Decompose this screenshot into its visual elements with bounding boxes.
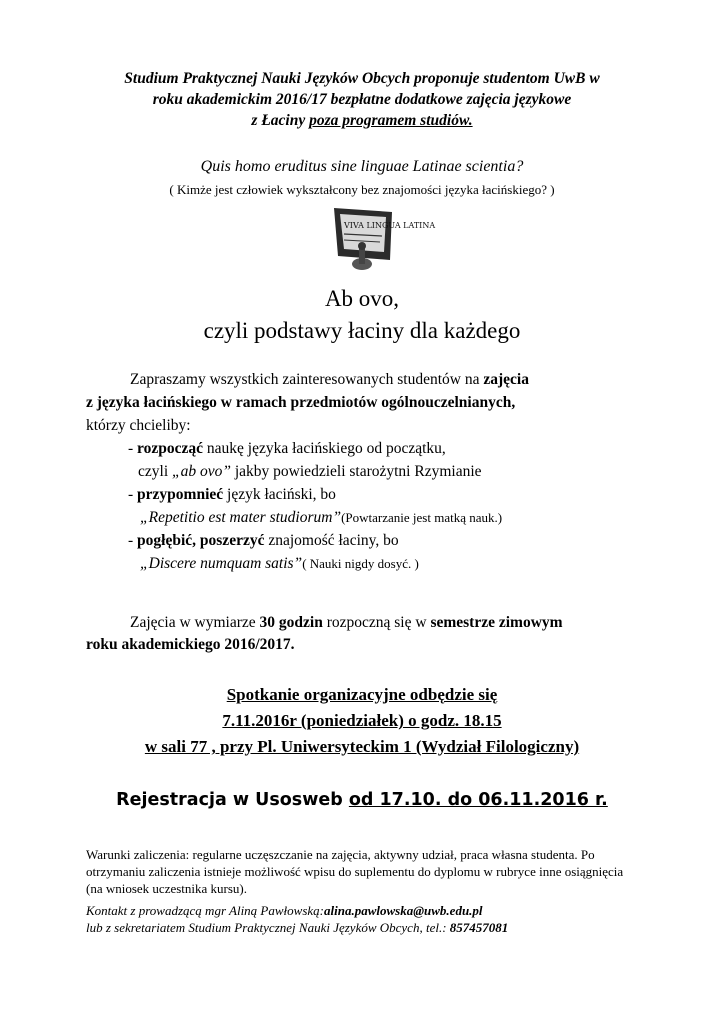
hours-a: Zajęcia w wymiarze [130,614,260,631]
item-1-sub-b: jakby powiedzieli starożytni Rzymianie [231,463,482,480]
contact-line-1 [86,902,646,919]
contact-line-2 [86,919,646,936]
contact-secretariat: lub z sekretariatem Studium Praktycznej Nauki Języków Obcych, tel.: [86,920,450,935]
quote-translation: ( Kimże jest człowiek wykształcony bez znajomości języka łacińskiego? ) [169,182,555,197]
contact-email: alina.pawlowska@uwb.edu.pl [323,903,483,918]
list-item-start [86,437,646,460]
latin-quote: Quis homo eruditus sine linguae Latinae scientia? [200,158,524,175]
item-1-sub-a: czyli [138,463,172,480]
item-2-sub-italic: „Repetitio est mater studiorum” [140,509,342,526]
dash-3: - [128,532,138,549]
contact-info [86,902,646,936]
intro-line-3 [60,110,664,131]
organizational-meeting [60,682,664,760]
item-3-bold: pogłębić, poszerzyć [137,532,265,549]
hours-e: roku akademickiego 2016/2017. [86,636,295,653]
dash-1: - [128,440,138,457]
meeting-line-1: Spotkanie organizacyjne odbędzie się [226,685,498,704]
hours-line-2 [86,634,646,656]
dash-2: - [128,486,138,503]
list-item-start-sub [86,460,646,483]
course-title-line-2: czyli podstawy łaciny dla każdego [203,318,521,343]
registration-info [60,790,664,810]
intro-line-2: roku akademickim 2016/17 bezpłatne dodatkowe zajęcia językowe [152,91,572,108]
body-line-1 [86,368,646,391]
hours-line-1 [86,612,646,634]
body-line-2 [86,391,646,414]
meeting-line-2: 7.11.2016r (poniedziałek) o godz. 18.15 [222,711,502,730]
list-item-deepen-sub [86,552,646,575]
list-item-recall [86,483,646,506]
hours-c: rozpoczną się w [322,614,431,631]
item-3-sub-small: ( Nauki nigdy dosyć. ) [302,556,419,571]
body-p1-c: z języka łacińskiego w ramach przedmiotów ogólnouczelnianych, [86,394,516,411]
completion-conditions: Warunki zaliczenia: regularne uczęszczanie na zajęcia, aktywny udział, praca własna studenta. Po otrzymaniu zaliczenia istnieje możliwość wpisu do suplementu do dyplomu w rubryce inne osiągnięcia (na wniosek uczestnika kursu). [86,847,624,896]
intro-line-1: Studium Praktycznej Nauki Języków Obcych proponuje studentom UwB w [124,70,600,87]
item-3-sub-italic: „Discere numquam satis” [140,555,303,572]
registration-pre: Rejestracja w Usosweb [116,790,349,810]
hours-b: 30 godzin [259,614,323,631]
item-1-rest: naukę języka łacińskiego od początku, [203,440,446,457]
list-item-recall-sub [86,506,646,529]
intro-line-3-underlined: poza programem studiów. [309,112,473,129]
emblem-text: VIVA LINGUA LATINA [344,221,436,230]
list-item-deepen [86,529,646,552]
viva-lingua-latina-image [326,206,436,274]
contact-phone: 857457081 [449,920,509,935]
course-hours [86,612,646,656]
contact-teacher: Kontakt z prowadzącą mgr Aliną Pawłowską: [86,903,324,918]
item-1-bold: rozpocząć [137,440,204,457]
invitation-body [86,368,646,575]
intro-line-3-text: z Łaciny [251,112,310,129]
intro-announcement [60,68,664,131]
meeting-line-3: w sali 77 , przy Pl. Uniwersyteckim 1 (Wydział Filologiczny) [144,737,580,756]
item-1-sub-italic: „ab ovo” [172,463,231,480]
item-3-rest: znajomość łaciny, bo [264,532,399,549]
course-title-line-1: Ab ovo, [324,286,400,311]
item-2-rest: język łaciński, bo [223,486,336,503]
body-p1-a: Zapraszamy wszystkich zainteresowanych studentów na [130,371,484,388]
body-line-3: którzy chcieliby: [86,417,191,434]
registration-dates: od 17.10. do 06.11.2016 r. [348,790,608,810]
item-2-bold: przypomnieć [137,486,224,503]
hours-d: semestrze zimowym [430,614,563,631]
body-p1-b: zajęcia [483,371,529,388]
item-2-sub-small: (Powtarzanie jest matką nauk.) [341,510,503,525]
latin-wall-illustration-icon [326,206,436,274]
